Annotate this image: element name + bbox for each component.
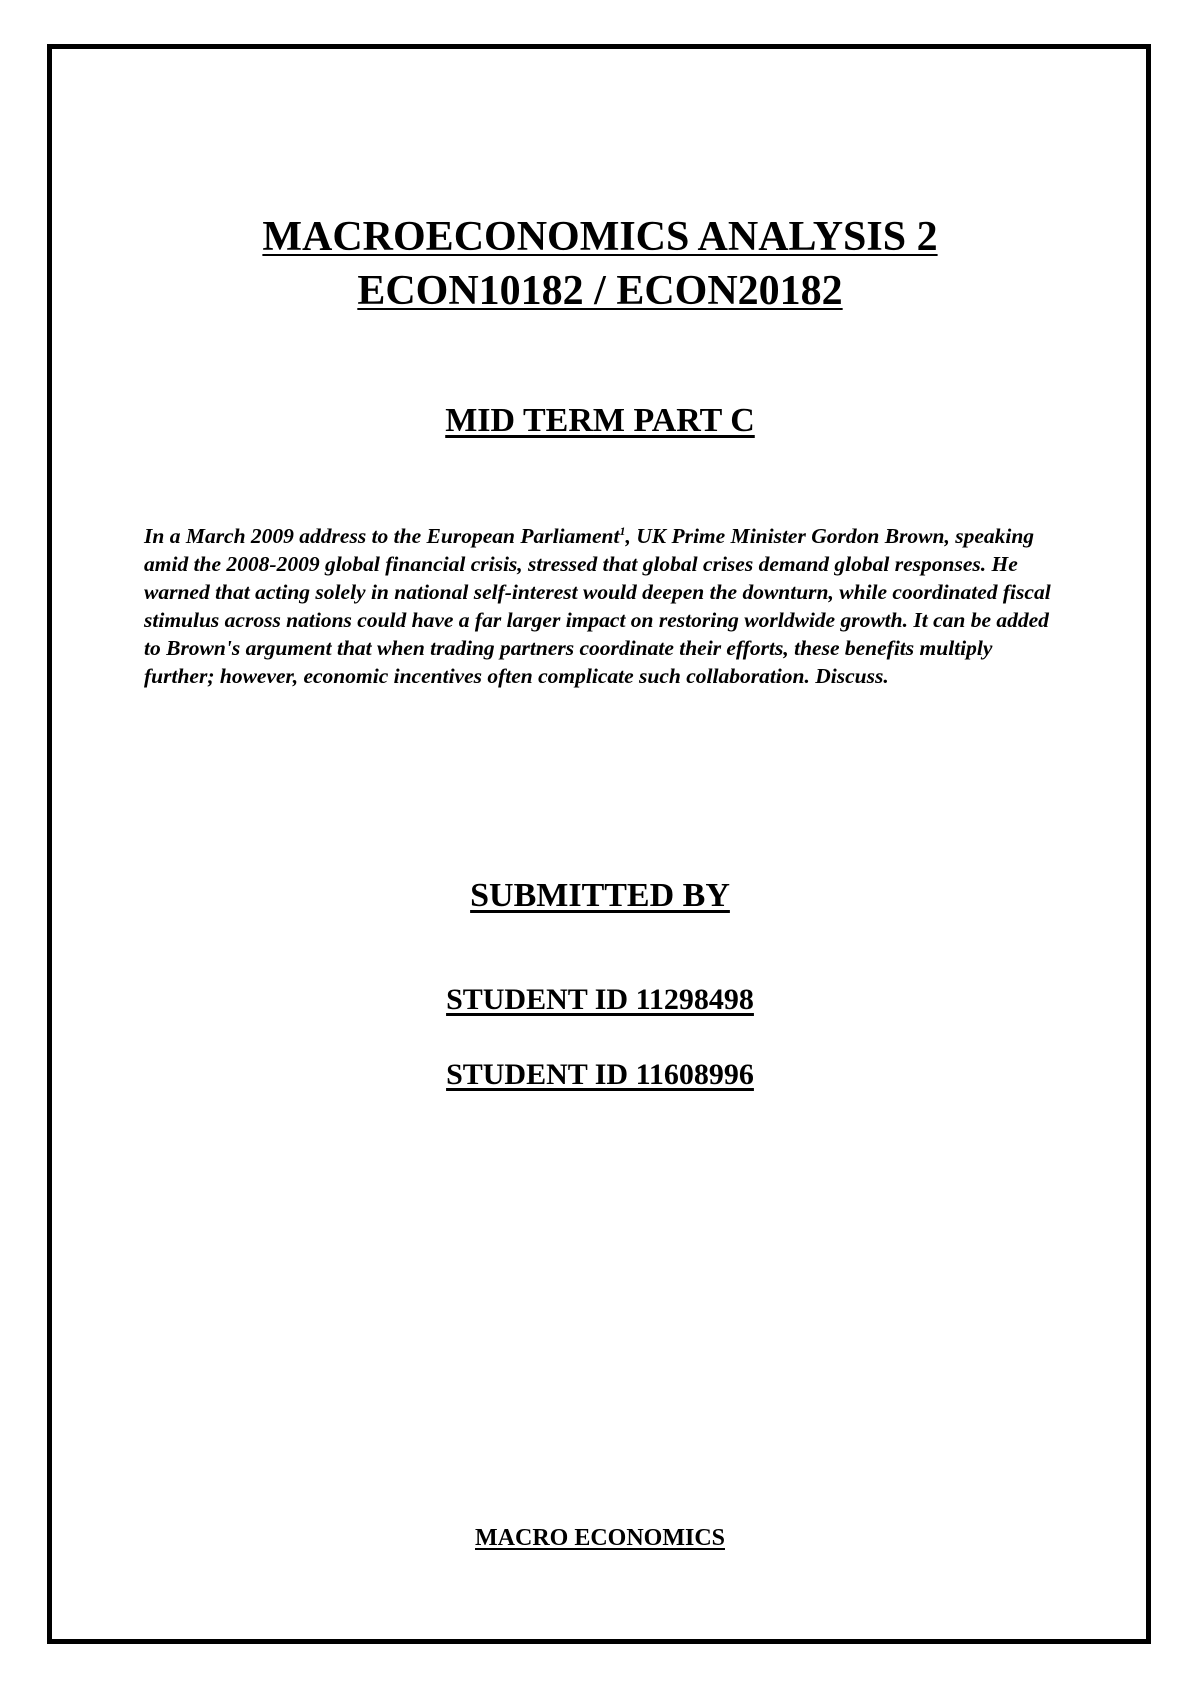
document-subtitle: MID TERM PART C — [445, 402, 755, 439]
question-text — [144, 522, 1064, 690]
student-id-2: STUDENT ID 11608996 — [446, 1058, 754, 1091]
footnote-mark: 1 — [619, 523, 626, 538]
document-title — [0, 210, 1200, 318]
question-text-start: In a March 2009 address to the European Parliament — [144, 524, 620, 548]
title-line-1: MACROECONOMICS ANALYSIS 2 — [262, 214, 938, 260]
title-line-2: ECON10182 / ECON20182 — [357, 268, 843, 314]
student-id-1: STUDENT ID 11298498 — [446, 983, 754, 1016]
question-text-rest: , UK Prime Minister Gordon Brown, speaking amid the 2008-2009 global financial crisis, stressed that global crises demand global responses. He warned that acting solely in national self-interest would deepen the downturn, while coordinated fiscal stimulus across nations could have a far larger impact on restoring worldwide growth. It can be added to Brown's argument that when trading partners coordinate their efforts, these benefits multiply further; however, economic incentives often complicate such collaboration. Discuss. — [144, 524, 1051, 688]
footer-label: MACRO ECONOMICS — [475, 1525, 725, 1551]
submitted-by-heading: SUBMITTED BY — [470, 877, 730, 914]
